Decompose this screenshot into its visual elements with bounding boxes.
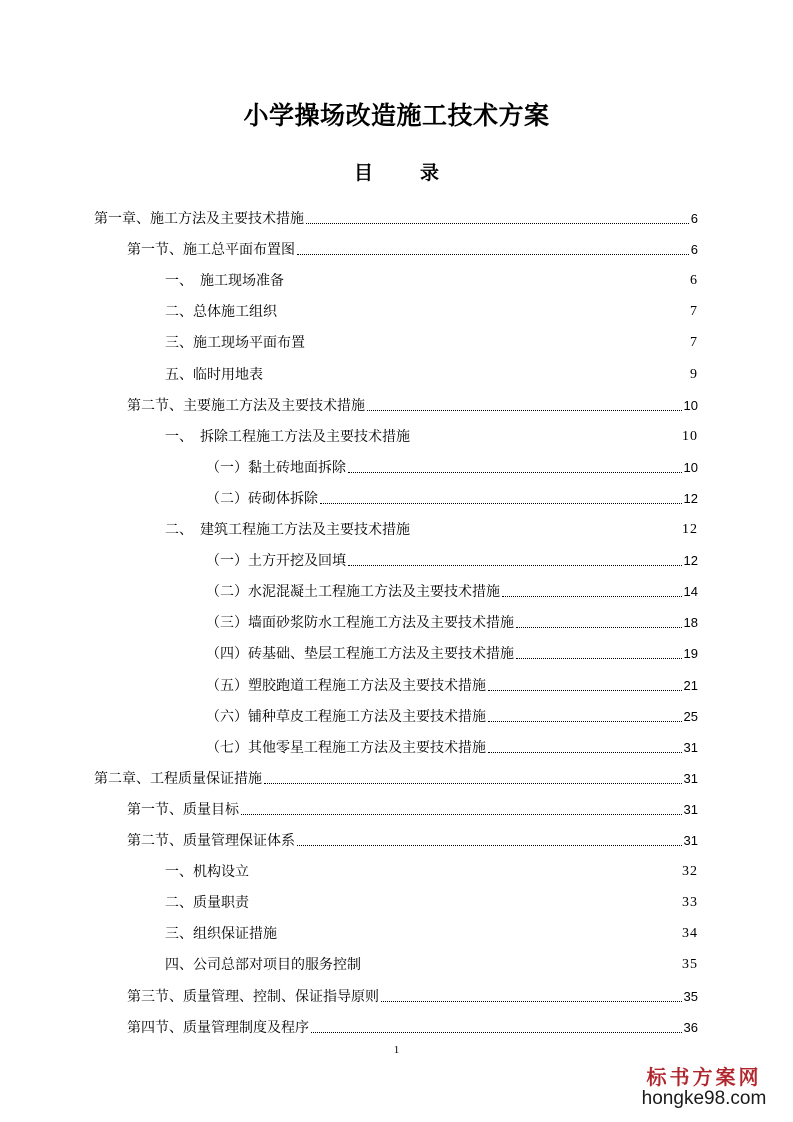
toc-entry-label: （七）其他零星工程施工方法及主要技术措施 <box>206 739 486 756</box>
toc-entry-page: 14 <box>683 584 698 600</box>
toc-entry[interactable] <box>127 1017 698 1039</box>
site-watermark <box>629 1061 779 1110</box>
toc-dot-leader <box>265 364 688 386</box>
toc-entry-page: 31 <box>683 770 698 786</box>
toc-entry-label: 第四节、质量管理制度及程序 <box>127 1019 309 1036</box>
toc-entry[interactable] <box>206 488 698 510</box>
toc-entry-page: 12 <box>682 522 698 537</box>
watermark-name: 标书方案网 <box>646 1065 762 1089</box>
toc-entry[interactable] <box>206 706 698 728</box>
toc-entry[interactable] <box>165 954 698 976</box>
toc-entry-page: 7 <box>690 335 698 351</box>
toc-entry-page: 21 <box>683 677 698 693</box>
toc-entry-label: 第三节、质量管理、控制、保证指导原则 <box>127 988 379 1005</box>
toc-entry[interactable] <box>94 208 698 230</box>
toc-entry-page: 12 <box>683 490 698 506</box>
toc-entry-label: 二、 建筑工程施工方法及主要技术措施 <box>165 522 410 538</box>
document-title: 小学操场改造施工技术方案 <box>243 101 550 130</box>
toc-dot-leader <box>251 892 680 914</box>
toc-entry[interactable] <box>165 861 698 883</box>
toc-entry[interactable] <box>206 737 698 759</box>
toc-dot-leader <box>348 472 682 473</box>
toc-dot-leader <box>348 565 682 566</box>
toc-dot-leader <box>516 627 682 628</box>
toc-dot-leader <box>241 814 682 815</box>
toc-dot-leader <box>306 223 689 224</box>
toc-entry-label: （二）砖砌体拆除 <box>206 490 318 507</box>
toc-dot-leader <box>286 270 688 292</box>
toc-entry-page: 31 <box>683 833 698 848</box>
toc-dot-leader <box>251 861 680 883</box>
toc-entry-page: 31 <box>683 801 698 817</box>
toc-entry-page: 10 <box>683 397 698 413</box>
toc-entry[interactable] <box>165 519 698 541</box>
toc-entry[interactable] <box>127 799 698 821</box>
toc-entry-page: 6 <box>690 242 698 258</box>
toc-dot-leader <box>488 690 682 691</box>
toc-entry-label: （二）水泥混凝土工程施工方法及主要技术措施 <box>206 584 500 601</box>
toc-entry-page: 35 <box>683 988 698 1004</box>
toc-entry-label: （一）土方开挖及回填 <box>206 553 346 570</box>
toc-dot-leader <box>502 596 682 597</box>
toc-entry[interactable] <box>165 426 698 448</box>
toc-entry-label: 二、总体施工组织 <box>165 304 277 321</box>
toc-entry-label: （一）黏土砖地面拆除 <box>206 459 346 476</box>
toc-entry-page: 9 <box>690 366 698 382</box>
toc-entry-label: 第一节、施工总平面布置图 <box>127 242 295 259</box>
toc-dot-leader <box>412 519 680 541</box>
toc-entry-label: （五）塑胶跑道工程施工方法及主要技术措施 <box>206 677 486 694</box>
toc-entry-label: 一、 拆除工程施工方法及主要技术措施 <box>165 428 410 445</box>
toc-entry[interactable] <box>206 675 698 697</box>
toc-dot-leader <box>363 954 680 976</box>
toc-entry-page: 18 <box>683 615 698 631</box>
toc-entry-label: 二、质量职责 <box>165 895 249 912</box>
toc-dot-leader <box>297 254 689 255</box>
toc-dot-leader <box>381 1001 682 1002</box>
toc-entry-page: 19 <box>683 646 698 662</box>
toc-dot-leader <box>488 752 682 753</box>
toc-entry-page: 6 <box>690 211 698 226</box>
toc-entry[interactable] <box>127 986 698 1008</box>
toc-entry[interactable] <box>165 270 698 292</box>
toc-entry-label: 第二章、工程质量保证措施 <box>94 770 262 787</box>
toc-entry[interactable] <box>206 612 698 634</box>
toc-entry-page: 12 <box>683 553 698 569</box>
toc-dot-leader <box>307 332 688 354</box>
toc-entry-label: 第一章、施工方法及主要技术措施 <box>94 211 304 227</box>
toc-entry[interactable] <box>165 892 698 914</box>
toc-entry-label: 三、组织保证措施 <box>165 926 277 943</box>
toc-entry[interactable] <box>165 923 698 945</box>
toc-entry-label: 第一节、质量目标 <box>127 801 239 818</box>
toc-heading: 目 录 <box>353 162 453 184</box>
toc-entry-label: 五、临时用地表 <box>165 366 263 383</box>
toc-entry-page: 25 <box>683 708 698 724</box>
toc-dot-leader <box>412 426 680 448</box>
toc-entry-label: 三、施工现场平面布置 <box>165 335 305 352</box>
toc-entry-page: 6 <box>690 273 698 289</box>
toc-entry[interactable] <box>165 364 698 386</box>
toc-entry[interactable] <box>165 301 698 323</box>
toc-dot-leader <box>488 721 682 722</box>
toc-entry-label: （六）铺种草皮工程施工方法及主要技术措施 <box>206 708 486 725</box>
toc-dot-leader <box>279 301 688 323</box>
toc-entry-page: 34 <box>682 926 698 942</box>
watermark-url: hongke98.com <box>641 1088 767 1109</box>
toc-entry-label: 一、机构设立 <box>165 864 249 881</box>
toc-dot-leader <box>320 503 682 504</box>
toc-entry-label: （三）墙面砂浆防水工程施工方法及主要技术措施 <box>206 615 514 632</box>
toc-entry[interactable] <box>206 581 698 603</box>
toc-entry[interactable] <box>206 457 698 479</box>
toc-entry-label: 四、公司总部对项目的服务控制 <box>165 957 361 974</box>
toc-dot-leader <box>264 783 682 784</box>
toc-entry[interactable] <box>94 768 698 790</box>
toc-entry[interactable] <box>165 332 698 354</box>
toc-entry-page: 7 <box>690 304 698 320</box>
toc-dot-leader <box>279 923 680 945</box>
toc-entry[interactable] <box>206 643 698 665</box>
toc-entry-label: （四）砖基础、垫层工程施工方法及主要技术措施 <box>206 646 514 663</box>
page-number: 1 <box>393 1044 400 1056</box>
toc-dot-leader <box>367 410 682 411</box>
toc-dot-leader <box>311 1032 682 1033</box>
toc-entry-page: 10 <box>682 428 698 444</box>
toc-entry-label: 一、 施工现场准备 <box>165 273 284 290</box>
toc-entry[interactable] <box>127 239 698 261</box>
toc-entry-page: 31 <box>683 739 698 755</box>
toc-entry[interactable] <box>127 395 698 417</box>
toc-entry-page: 35 <box>682 957 698 973</box>
toc-entry-page: 36 <box>683 1019 698 1035</box>
toc-entry-page: 33 <box>682 895 698 911</box>
toc-entry-label: 第二节、质量管理保证体系 <box>127 833 295 849</box>
toc-entry[interactable] <box>127 830 698 852</box>
toc-entry-page: 32 <box>682 864 698 880</box>
toc-entry-page: 10 <box>683 459 698 475</box>
toc-entry[interactable] <box>206 550 698 572</box>
toc-dot-leader <box>516 658 682 659</box>
toc-entry-label: 第二节、主要施工方法及主要技术措施 <box>127 397 365 414</box>
toc-dot-leader <box>297 845 682 846</box>
